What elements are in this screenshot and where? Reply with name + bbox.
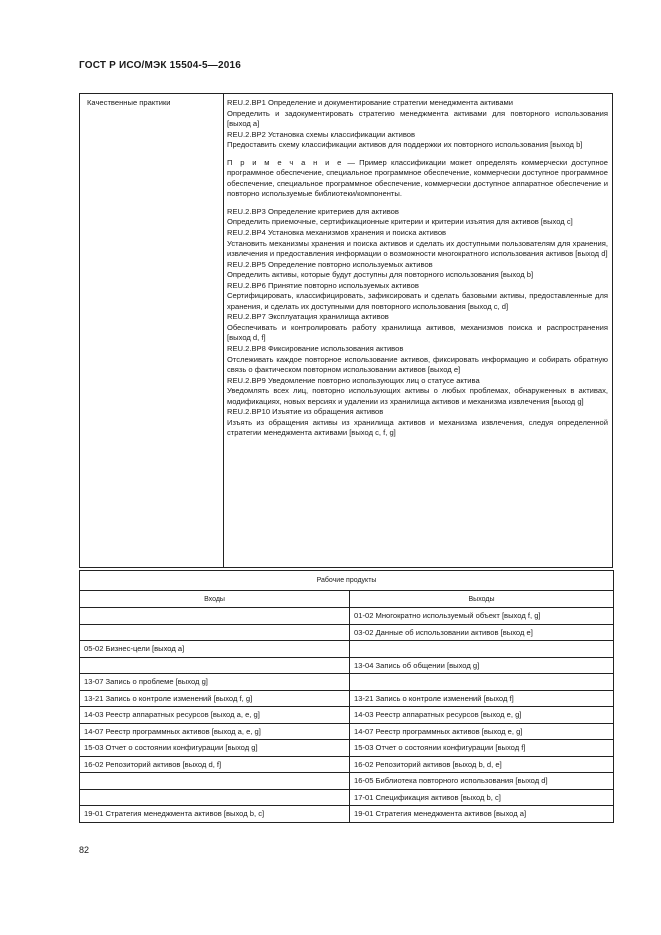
practice-title: REU.2.BP4 Установка механизмов хранения и поиска активов	[227, 228, 447, 238]
output-cell: 19-01 Стратегия менеджмента активов [выход a]	[350, 806, 614, 823]
output-cell	[350, 674, 614, 691]
output-cell: 13-21 Запись о контроле изменений [выход f]	[350, 690, 614, 707]
output-cell: 15-03 Отчет о состоянии конфигурации [выход f]	[350, 740, 614, 757]
practice-title: REU.2.BP1 Определение и документирование стратегии менеджмента активами	[227, 98, 514, 107]
note-label: П р и м е ч а н и е	[227, 157, 344, 167]
practice-description: Уведомлять всех лиц, повторно использующих активы о любых проблемах, обнаруженных в активах, модификациях, новых версиях и удалении из хранилища активов и механизма извлечения [выход g]	[227, 386, 608, 406]
input-cell	[80, 624, 350, 641]
practice-description: Отслеживать каждое повторное использование активов, фиксировать информацию и собирать обратную связь о фактическом повторном использовании активов [выход e]	[227, 354, 608, 375]
practice-description: Определить приемочные, сертификационные критерии и критерии изъятия для активов [выход c]	[227, 217, 573, 227]
practice-title: REU.2.BP3 Определение критериев для активов	[227, 206, 399, 216]
inputs-header: Входы	[80, 591, 350, 608]
output-cell: 01-02 Многократно используемый объект [выход f, g]	[350, 608, 614, 625]
input-cell: 14-07 Реестр программных активов [выход a, e, g]	[80, 723, 350, 740]
practice-description: Установить механизмы хранения и поиска активов и сделать их доступными пользователям для хранения, извлечения и предоставления информации о возможности многократного использования активов [выход d]	[227, 238, 608, 259]
output-cell: 13-04 Запись об общении [выход g]	[350, 657, 614, 674]
output-cell: 14-03 Реестр аппаратных ресурсов [выход e, g]	[350, 707, 614, 724]
input-cell: 14-03 Реестр аппаратных ресурсов [выход a, e, g]	[80, 707, 350, 724]
paragraph-gap	[227, 200, 608, 207]
practice-note	[227, 158, 608, 200]
practice-description: Обеспечивать и контролировать работу хранилища активов, механизмов поиска и распространения [выход d, f]	[227, 322, 608, 343]
practice-description: Определить активы, которые будут доступны для повторного использования [выход b]	[227, 270, 534, 280]
table-row	[80, 657, 614, 674]
input-cell: 05-02 Бизнес-цели [выход a]	[80, 641, 350, 658]
practices-label: Качественные практики	[87, 98, 171, 107]
table-row	[80, 723, 614, 740]
practices-box	[79, 93, 613, 568]
table-row	[80, 756, 614, 773]
output-cell: 16-05 Библиотека повторного использования [выход d]	[350, 773, 614, 790]
document-header: ГОСТ Р ИСО/МЭК 15504-5—2016	[79, 60, 242, 71]
output-cell: 14-07 Реестр программных активов [выход e, g]	[350, 723, 614, 740]
practice-description: Сертифицировать, классифицировать, зафиксировать и сделать базовыми активы, предоставленные для хранения, и сделать их доступными для повторного использования [выход c, d]	[227, 291, 608, 311]
output-cell	[350, 641, 614, 658]
practice-description: Предоставить схему классификации активов для поддержки их повторного использования [выход b]	[227, 140, 583, 150]
output-cell: 03-02 Данные об использовании активов [выход e]	[350, 624, 614, 641]
practice-title: REU.2.BP9 Уведомление повторно использующих лиц о статусе актива	[227, 375, 480, 385]
paragraph-gap	[227, 151, 608, 158]
input-cell	[80, 773, 350, 790]
table-row	[80, 789, 614, 806]
practices-list	[227, 98, 608, 439]
input-cell	[80, 608, 350, 625]
output-cell: 17-01 Спецификация активов [выход b, c]	[350, 789, 614, 806]
input-cell: 16-02 Репозиторий активов [выход d, f]	[80, 756, 350, 773]
work-products-table	[79, 570, 614, 823]
input-cell	[80, 657, 350, 674]
practice-description: Определить и задокументировать стратегию менеджмента активами для повторного использования [выход a]	[227, 108, 608, 129]
table-row	[80, 773, 614, 790]
table-row	[80, 690, 614, 707]
table-row	[80, 740, 614, 757]
practice-title: REU.2.BP6 Принятие повторно используемых активов	[227, 280, 419, 290]
table-row	[80, 624, 614, 641]
input-cell: 13-07 Запись о проблеме [выход g]	[80, 674, 350, 691]
table-row	[80, 674, 614, 691]
output-cell: 16-02 Репозиторий активов [выход b, d, e]	[350, 756, 614, 773]
input-cell: 19-01 Стратегия менеджмента активов [выход b, c]	[80, 806, 350, 823]
note-text: — Пример классификации может определять коммерчески доступное программное обеспечение, специальное программное обеспечение, коммерчески доступное программное обеспечение, специальное программное обеспечение, коммерчески доступное аппаратное обеспечение и повторно используемые библиотеки/компоненты.	[227, 157, 608, 199]
practice-title: REU.2.BP8 Фиксирование использования активов	[227, 344, 404, 354]
practice-title: REU.2.BP7 Эксплуатация хранилища активов	[227, 312, 389, 322]
practice-title: REU.2.BP5 Определение повторно используемых активов	[227, 259, 433, 269]
table-row	[80, 641, 614, 658]
table-row	[80, 608, 614, 625]
work-products-title-row	[80, 571, 614, 591]
table-row	[80, 806, 614, 823]
practice-title: REU.2.BP10 Изъятие из обращения активов	[227, 407, 384, 417]
input-cell: 13-21 Запись о контроле изменений [выход f, g]	[80, 690, 350, 707]
work-products-header-row	[80, 591, 614, 608]
input-cell	[80, 789, 350, 806]
practice-title: REU.2.BP2 Установка схемы классификации активов	[227, 129, 416, 139]
table-row	[80, 707, 614, 724]
column-divider	[223, 94, 224, 567]
practice-description: Изъять из обращения активы из хранилища активов и механизма извлечения, следуя определенной стратегии менеджмента активами [выход c, f, g]	[227, 417, 608, 438]
outputs-header: Выходы	[350, 591, 614, 608]
page-number: 82	[79, 845, 90, 855]
work-products-title: Рабочие продукты	[80, 571, 614, 591]
input-cell: 15-03 Отчет о состоянии конфигурации [выход g]	[80, 740, 350, 757]
